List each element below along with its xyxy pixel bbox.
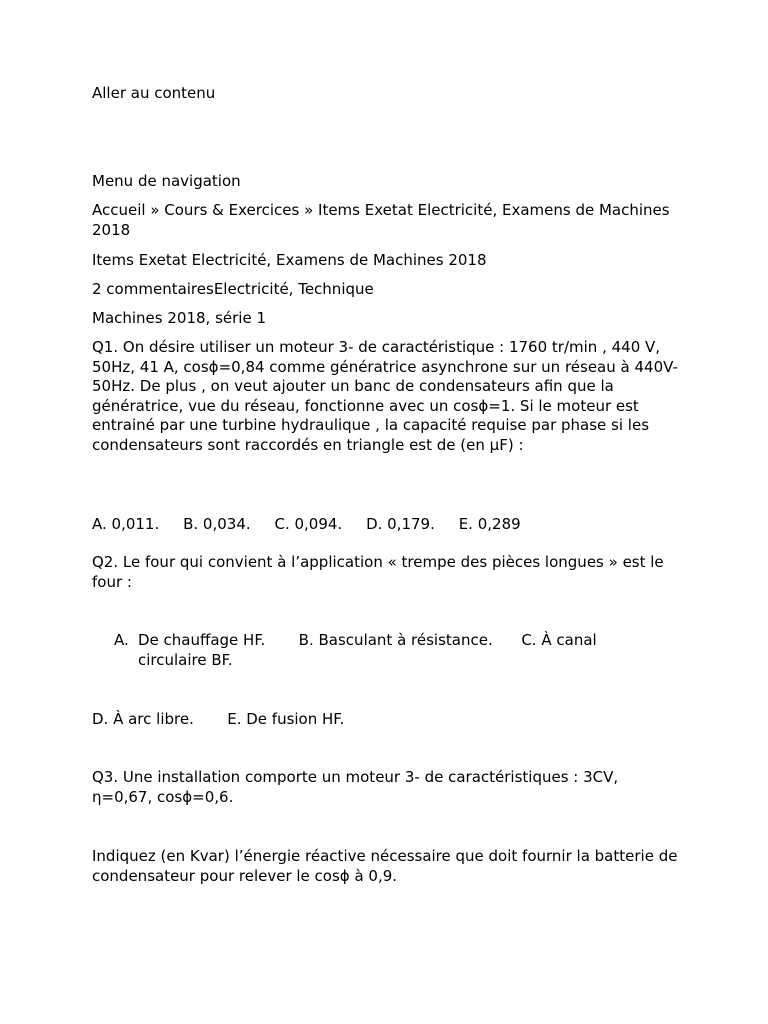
question-1-options xyxy=(92,495,682,534)
page-title: Items Exetat Electricité, Examens de Machines 2018 xyxy=(92,251,487,269)
q1-option-c: C. 0,094. xyxy=(274,514,343,533)
q1-option-e: E. 0,289 xyxy=(458,514,521,533)
question-2-text: Q2. Le four qui convient à l’application « trempe des pièces longues » est le four : xyxy=(92,553,664,591)
question-3-text: Q3. Une installation comporte un moteur 3- de caractéristiques : 3CV, η=0,67, cosϕ=0,6. xyxy=(92,768,619,806)
breadcrumb: Accueil » Cours & Exercices » Items Exetat Electricité, Examens de Machines 2018 xyxy=(92,201,670,239)
navigation-menu-label[interactable]: Menu de navigation xyxy=(92,172,241,190)
question-1-text: Q1. On désire utiliser un moteur 3- de caractéristique : 1760 tr/min , 440 V, 50Hz, 41 A, cosϕ=0,84 comme génératrice asynchrone sur un réseau à 440V-50Hz. De plus , on veut ajouter un banc de condensateurs afin que la génératrice, vue du réseau, fonctionne avec un cosϕ=1. Si le moteur est entrainé par une turbine hydraulique , la capacité requise par phase si les condensateurs sont raccordés en triangle est de (en µF) : xyxy=(92,338,678,454)
question-2-options-de: D. À arc libre. E. De fusion HF. xyxy=(92,710,345,728)
series-heading: Machines 2018, série 1 xyxy=(92,309,267,327)
skip-to-content-link[interactable]: Aller au contenu xyxy=(92,84,216,102)
q1-option-a: A. 0,011. xyxy=(92,514,160,533)
q1-option-d: D. 0,179. xyxy=(366,514,435,533)
list-marker: A. xyxy=(114,631,129,649)
question-3-prompt: Indiquez (en Kvar) l’énergie réactive nécessaire que doit fournir la batterie de condensateur pour relever le cosϕ à 0,9. xyxy=(92,847,678,885)
post-meta: 2 commentairesElectricité, Technique xyxy=(92,280,374,298)
question-2-options-abc: De chauffage HF. B. Basculant à résistance. C. À canal circulaire BF. xyxy=(138,631,602,669)
q1-option-b: B. 0,034. xyxy=(183,514,251,533)
